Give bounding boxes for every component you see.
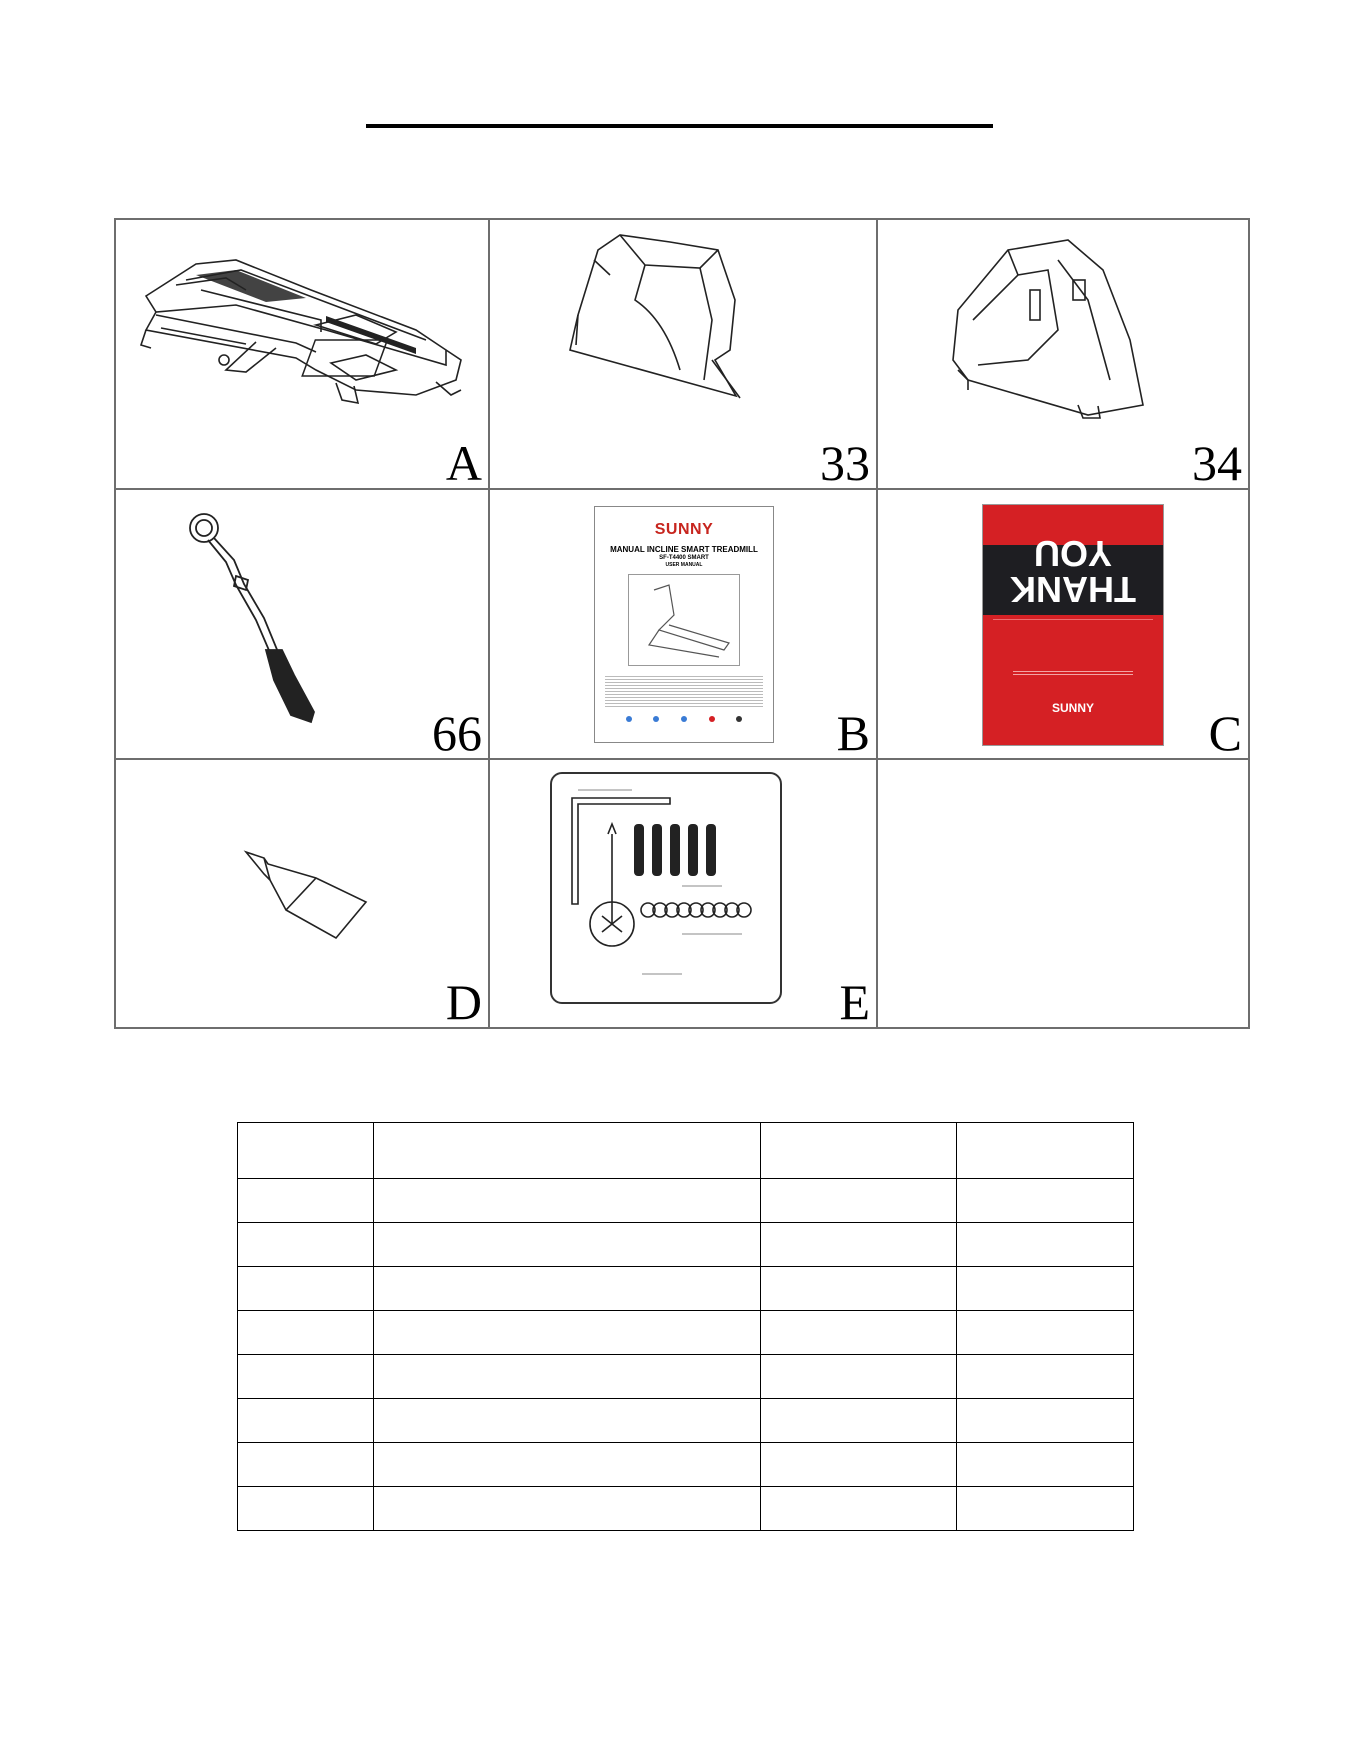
manual-model: SF-T4400 SMART	[659, 555, 709, 561]
cell-label: C	[1208, 705, 1242, 760]
cell-label: B	[836, 705, 870, 760]
cell-lubricant	[116, 760, 490, 1027]
manual-title: MANUAL INCLINE SMART TREADMILL	[610, 545, 758, 554]
cell-label: A	[445, 435, 482, 490]
social-icon	[736, 716, 742, 722]
table-header-row	[238, 1123, 1134, 1179]
parts-grid	[114, 218, 1250, 1029]
thank-you-card-icon	[982, 504, 1164, 746]
cell-label: 66	[432, 705, 482, 760]
social-icon	[626, 716, 632, 722]
social-icon	[709, 716, 715, 722]
table-cell	[374, 1123, 761, 1179]
social-icon	[653, 716, 659, 722]
card-brand: SUNNY	[1051, 701, 1094, 715]
lubricant-bottle-icon	[116, 760, 490, 1027]
cell-user-manual	[490, 490, 878, 760]
table-row	[238, 1179, 1134, 1223]
card-divider	[993, 619, 1153, 620]
table-cell	[238, 1123, 374, 1179]
table-row	[238, 1399, 1134, 1443]
card-thank-you-text: THANK YOU	[1010, 533, 1136, 610]
table-cell	[761, 1123, 957, 1179]
cell-empty	[878, 760, 1248, 1027]
social-icons	[595, 716, 773, 722]
cell-hardware-pack	[490, 760, 878, 1027]
table-row	[238, 1487, 1134, 1531]
table-row	[238, 1443, 1134, 1487]
user-manual-icon	[594, 506, 774, 743]
cell-label: 33	[820, 435, 870, 490]
cell-thank-you-card	[878, 490, 1248, 760]
title-underline	[366, 124, 993, 128]
treadmill-frame-icon	[116, 220, 490, 490]
social-icon	[681, 716, 687, 722]
table-cell	[957, 1123, 1134, 1179]
manual-photo	[628, 574, 740, 666]
cell-label: D	[445, 974, 482, 1027]
cell-label: E	[839, 974, 870, 1027]
cell-safety-key	[116, 490, 490, 760]
table-row	[238, 1355, 1134, 1399]
card-fine-text	[1013, 669, 1133, 677]
cell-treadmill	[116, 220, 490, 490]
manual-subtitle: USER MANUAL	[665, 562, 703, 568]
cell-label: 34	[1192, 435, 1242, 490]
table-row	[238, 1223, 1134, 1267]
table-row	[238, 1267, 1134, 1311]
table-row	[238, 1311, 1134, 1355]
manual-brand: SUNNY	[654, 521, 714, 538]
parts-table	[237, 1122, 1134, 1531]
hardware-pack-icon	[550, 772, 782, 1004]
treadmill-photo-icon	[629, 575, 739, 665]
hardware-drawing	[552, 774, 780, 1002]
cell-right-cover	[878, 220, 1248, 490]
cell-left-cover	[490, 220, 878, 490]
manual-warning-text	[605, 674, 763, 708]
